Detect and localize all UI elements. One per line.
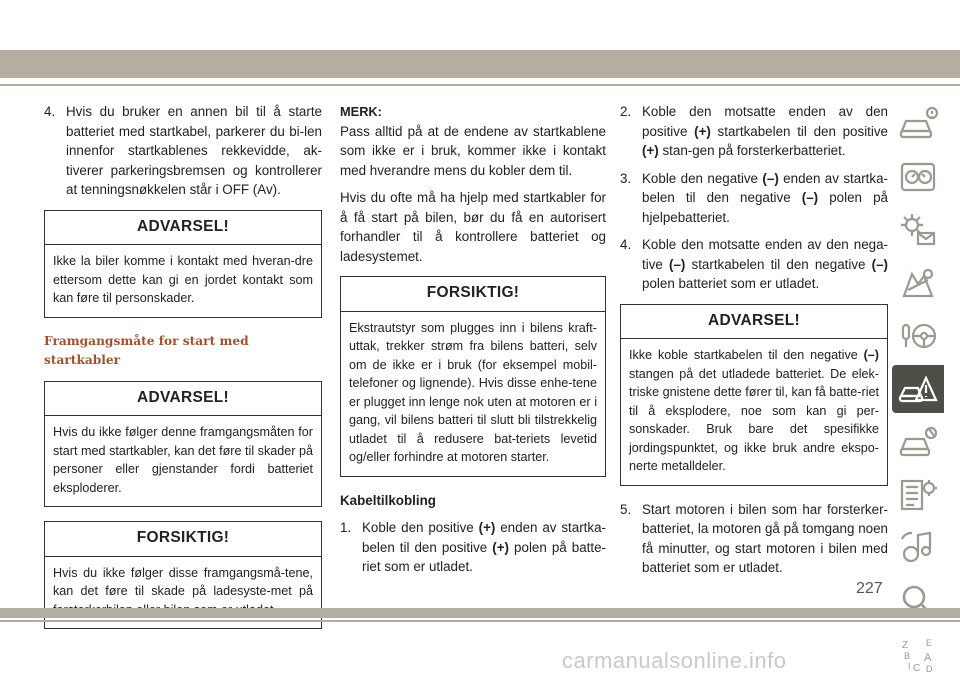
- item-text: Koble den motsatte enden av den nega-tive (–) startkabelen til den negative (–) polen batteriet som er utladet.: [642, 237, 888, 291]
- warning-box: [44, 210, 322, 318]
- warning-text: Ikke la biler komme i kontakt med hveran-dre ettersom dette kan gi en jordet kontakt som kan føre til personskader.: [53, 254, 313, 305]
- caution-title: FORSIKTIG!: [341, 277, 605, 312]
- multimedia-icon[interactable]: [892, 524, 944, 572]
- watermark: carmanualsonline.info: [562, 648, 787, 673]
- index-icon[interactable]: [892, 630, 944, 678]
- item-text: Koble den motsatte enden av den positive (+) startkabelen til den positive (+) stan-gen på forsterkerbatteriet.: [642, 104, 889, 158]
- list-item: [620, 169, 888, 228]
- svg-text:D: D: [926, 664, 933, 673]
- warning-lights-icon[interactable]: [892, 206, 944, 254]
- page-number: 227: [856, 580, 883, 597]
- item-number: 4.: [620, 237, 632, 252]
- item-text: Koble den positive (+) enden av startka-belen til den positive (+) polen på batte-riet som er utladet.: [362, 520, 607, 574]
- svg-text:B: B: [904, 651, 911, 661]
- emergency-icon[interactable]: [892, 365, 944, 413]
- svg-text:I: I: [908, 661, 911, 671]
- car-info-icon[interactable]: [892, 100, 944, 148]
- caution-text: Hvis du ikke følger disse framgangsmå-tene, kan det føre til skade på ladesyste-met på: [53, 565, 313, 598]
- item-number: 3.: [620, 170, 632, 186]
- svg-text:A: A: [924, 652, 932, 664]
- list-item: [620, 500, 888, 578]
- item-text: Hvis du bruker en annen bil til å starte batteriet med startkabel, parkerer du bi-len innenfor startkablenes rekkevidde, ak-tiverer parkeringsbremsen og kontrollerer at tenningsnøkkelen står i OFF (Av).: [66, 104, 322, 197]
- svg-text:C: C: [913, 663, 921, 673]
- item-number: 4.: [44, 104, 56, 119]
- note-text: Pass alltid på at de endene av startkablene som ikke er i bruk, kommer ikke i kontakt med hverandre mens du kobler dem til.: [340, 123, 606, 178]
- column-2: [340, 102, 606, 585]
- list-item: [620, 235, 888, 294]
- chapter-tabs: [892, 100, 950, 683]
- column-3: [620, 102, 888, 586]
- header-band: [0, 50, 960, 78]
- column-1: [44, 102, 322, 643]
- starting-driving-icon[interactable]: [892, 312, 944, 360]
- item-number: 2.: [620, 104, 632, 119]
- warning-box: [620, 304, 888, 486]
- safety-icon[interactable]: [892, 259, 944, 307]
- paragraph: Hvis du ofte må ha hjelp med startkabler for å få start på bilen, bør du få en autorisert forhandler til å kontrollere batteriet og ladesystemet.: [340, 190, 606, 264]
- warning-text: Ikke koble startkabelen til den negative (–) stangen på det utladede batteriet. De elek-triske gnistene dette fører til, kan få batte-riet til å eksplodere, noe som kan gi per-sonskader. Bruk bare det spesifikke jordingspunktet, og ikke bruk andre ekspo-nerte metalldeler.: [629, 348, 879, 473]
- warning-title: ADVARSEL!: [45, 382, 321, 417]
- list-item: [340, 518, 606, 577]
- warning-title: ADVARSEL!: [621, 305, 887, 340]
- warning-box: [44, 381, 322, 508]
- list-item: [44, 102, 322, 200]
- footer-rule: [0, 620, 960, 622]
- note-label: MERK:: [340, 104, 382, 119]
- caution-text: Ekstrautstyr som plugges inn i bilens kraft-uttak, trekker strøm fra bilens batteri, selv om de ikke er i bruk (for eksempel mobil-telefoner og lignende). Hvis disse enhe-tene er plugget inn lenge nok uten at motoren er i gang, vil bilens batteri til slutt bli tilstrekkelig utladet til å redusere bat-teriets levetid og/eller forhindre at motoren starter.: [349, 320, 597, 464]
- footer-band: [0, 608, 960, 618]
- list-item: [620, 102, 888, 161]
- warning-title: ADVARSEL!: [45, 211, 321, 246]
- section-heading: Kabeltilkobling: [340, 492, 436, 508]
- item-text: Start motoren i bilen som har forsterker-batteriet, la motoren gå på tomgang noen få minutter, og start motoren i bilen med batteriet som er utladet.: [642, 501, 888, 575]
- warning-text: Hvis du ikke følger denne framgangsmåten for start med startkabler, kan det føre til skader på personer eller gjenstander fordi batteriet eksploderer.: [53, 425, 313, 495]
- service-icon[interactable]: [892, 418, 944, 466]
- section-heading: Framgangsmåte for start med startkabler: [44, 333, 249, 367]
- caution-title: FORSIKTIG!: [45, 522, 321, 557]
- item-number: 1.: [340, 520, 352, 535]
- caution-box: [340, 276, 606, 477]
- svg-text:E: E: [926, 638, 933, 648]
- svg-text:Z: Z: [902, 640, 909, 651]
- specifications-icon[interactable]: [892, 471, 944, 519]
- dashboard-icon[interactable]: [892, 153, 944, 201]
- item-number: 5.: [620, 501, 632, 517]
- item-text: Koble den negative (–) enden av startka-belen til den negative (–) polen på hjelpebatteriet.: [642, 170, 888, 225]
- header-rule: [0, 84, 960, 86]
